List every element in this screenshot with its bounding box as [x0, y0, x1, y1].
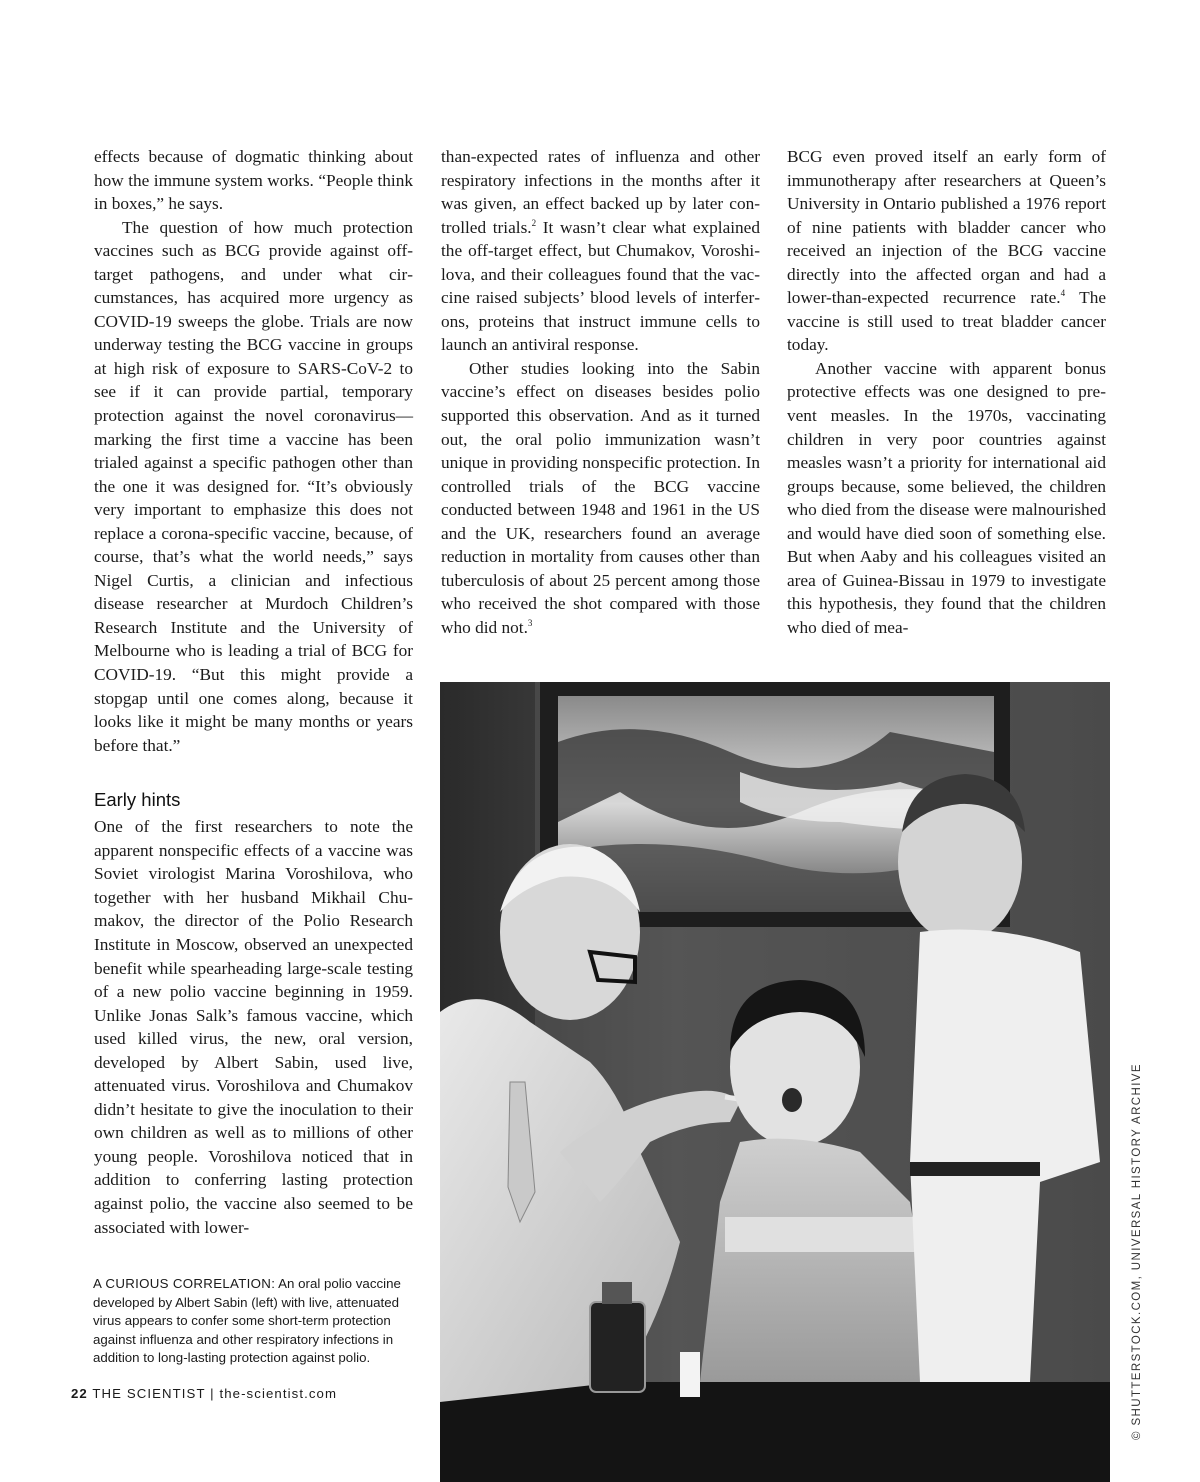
website-url: the-scientist.com: [219, 1386, 338, 1401]
photo-credit: © SHUTTERSTOCK.COM, UNIVERSAL HISTORY ARCHIVE: [1131, 1063, 1143, 1440]
paragraph-text: The vaccine is still used to treat bladder cancer today.: [787, 288, 1107, 355]
paragraph-text: BCG even proved itself an early form of immunotherapy after researchers at Queen’s University in Ontario published a 1976 report of nine patients with bladder cancer who received an injection of the BCG vaccine directly into the affected organ and had a lower-than-expected recurrence rate.: [787, 147, 1106, 308]
publication-name: THE SCIENTIST: [87, 1386, 206, 1401]
paragraph: [441, 145, 760, 357]
page-number: 22: [71, 1386, 88, 1401]
paragraph-text: It wasn’t clear what explained the off-target effect, but Chumakov, Voroshilova, and their colleagues found that the vaccine raised subjects’ blood levels of interferons, proteins that instruct immune cells to launch an antiviral response.: [441, 217, 760, 355]
paragraph-text: than-expected rates of influenza and other respiratory infections in the months after it was given, an effect backed up by later controlled trials.: [441, 147, 760, 237]
citation-marker: 2: [531, 217, 537, 228]
paragraph-text: Other studies looking into the Sabin vaccine’s effect on diseases besides polio supported this observation. And as it turned out, the oral polio immunization wasn’t unique in providing nonspecific protection. In controlled trials of the BCG vaccine conducted between 1948 and 1961 in the US and the UK, researchers found an average reduction in mortality from causes other than tuberculosis of about 25 percent among those who received the shot compared with those who did not.: [441, 358, 760, 637]
paragraph: The question of how much protection vaccines such as BCG provide against off-target pathogens, and under what circumstances, has acquired more urgency as COVID-19 sweeps the globe. Trials are now underway testing the BCG vaccine in groups at high risk of exposure to SARS-CoV-2 to see if it can provide partial, temporary protection against the novel coronavirus—marking the first time a vaccine has been trialed against a specific pathogen other than the one it was designed for. “It’s obviously very important to emphasize this does not replace a corona-specific vaccine, because, of course, that’s what the world needs,” says Nigel Curtis, a clinician and infectious disease researcher at Murdoch Children’s Research Institute and the University of Melbourne who is leading a trial of BCG for COVID-19. “But this might provide a stopgap until one comes along, because it looks like it might be many months or years before that.”: [94, 217, 413, 755]
photo-caption: [93, 1275, 403, 1368]
article-column-1: [94, 145, 413, 1239]
page-footer: [71, 1386, 337, 1401]
paragraph: [787, 145, 1106, 357]
caption-heading: A CURIOUS CORRELATION:: [93, 1276, 276, 1291]
caption-text: An oral polio vaccine developed by Albert Sabin (left) with live, attenuated virus appears to confer some short-term protection against influenza and other respiratory infections in addition to long-lasting protection against polio.: [93, 1276, 401, 1366]
article-column-2: [441, 145, 760, 639]
paragraph: One of the first researchers to note the apparent nonspecific effects of a vaccine was Soviet virologist Marina Voroshilova, who together with her husband Mikhail Chumakov, the director of the Polio Research Institute in Moscow, observed an unexpected benefit while spearheading large-scale testing of a new polio vaccine beginning in 1959. Unlike Jonas Salk’s famous vaccine, which used killed virus, the new, oral version, developed by Albert Sabin, used live, attenuated virus. Voroshilova and Chumakov didn’t hesitate to give the inoculation to their own children as well as to millions of other young people. Voroshilova noticed that in addition to conferring lasting protection against polio, the vaccine also seemed to be associated with lower-: [94, 817, 413, 1237]
footer-separator: |: [205, 1386, 220, 1401]
photo-of-doctor-giving-oral-polio-vaccine-to-children: [440, 682, 1110, 1482]
citation-marker: 4: [1060, 288, 1066, 299]
paragraph: Another vaccine with apparent bonus protective effects was one designed to prevent measles. In the 1970s, vaccinating children in very poor countries against measles wasn’t a priority for international aid groups because, some believed, the children who died from the disease were malnourished and would have died soon of something else. But when Aaby and his colleagues visited an area of Guinea-Bissau in 1979 to investigate this hypothesis, they found that the children who died of mea-: [787, 358, 1106, 637]
citation-marker: 3: [527, 618, 533, 629]
paragraph: [441, 357, 760, 640]
section-subhead: Early hints: [94, 789, 181, 811]
article-column-3: [787, 145, 1106, 639]
paragraph: effects because of dogmatic thinking about how the immune system works. “People think in boxes,” he says.: [94, 147, 413, 214]
